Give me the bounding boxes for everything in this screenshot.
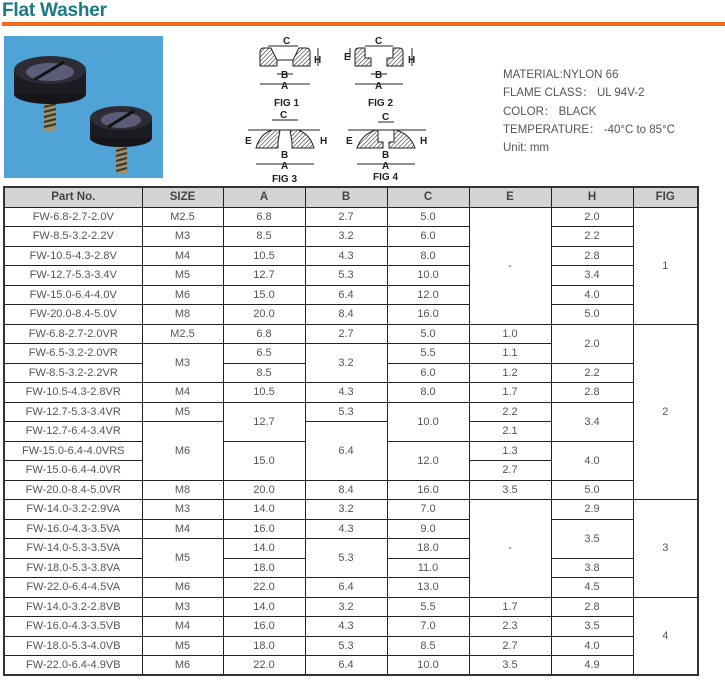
dim-h: 3.8 [551,558,633,578]
fig-1-drawing [260,36,321,92]
dim-c: 11.0 [387,558,469,578]
svg-text:A: A [375,81,383,92]
size: M4 [142,246,223,266]
svg-text:E: E [344,52,351,63]
dim-h: 2.8 [551,383,633,403]
dim-c: 6.0 [387,363,469,383]
dim-b: 3.2 [305,597,387,617]
col-header-fig: FIG [633,187,698,207]
part-no: FW-10.5-4.3-2.8V [4,246,142,266]
table-row [4,285,698,305]
part-no: FW-15.0-6.4-4.0V [4,285,142,305]
spec-material: MATERIAL:NYLON 66 [503,69,619,81]
svg-text:H: H [320,136,328,147]
dim-c: 10.0 [387,402,469,441]
size: M4 [142,383,223,403]
dim-c: 5.5 [387,597,469,617]
dim-h: 3.4 [551,402,633,441]
dim-e: 1.7 [469,383,551,403]
product-photo [4,36,163,178]
dim-a: 12.7 [223,266,305,286]
part-no: FW-8.5-3.2-2.2VR [4,363,142,383]
size: M3 [142,344,223,383]
dim-a: 22.0 [223,578,305,598]
svg-text:A: A [281,161,289,172]
dim-a: 20.0 [223,305,305,325]
dim-a: 6.5 [223,344,305,364]
dim-a: 8.5 [223,363,305,383]
table-row [4,636,698,656]
dim-h: 4.0 [551,636,633,656]
fig-2-label: FIG 2 [368,98,394,109]
size: M8 [142,480,223,500]
fig-number: 4 [633,597,698,675]
fig-4-drawing [346,112,427,172]
svg-text:B: B [375,70,383,81]
dim-b: 2.7 [305,324,387,344]
fig-3-label: FIG 3 [272,174,298,185]
dim-e: 1.1 [469,344,551,364]
dim-b: 4.3 [305,519,387,539]
size: M5 [142,266,223,286]
size: M3 [142,500,223,520]
dim-e: 2.7 [469,461,551,481]
spec-temperature: TEMPERATURE： -40°C to 85°C [503,123,675,136]
svg-text:E: E [245,136,252,147]
col-header-part-no: Part No. [4,187,142,207]
col-header-e: E [469,187,551,207]
dim-a: 18.0 [223,636,305,656]
dim-h: 3.5 [551,617,633,637]
part-no: FW-14.0-5.3-3.5VA [4,539,142,559]
dim-c: 7.0 [387,500,469,520]
spec-unit: Unit: mm [503,142,549,155]
fig-1-label: FIG 1 [274,98,300,109]
dim-e: - [469,207,551,324]
flat-washer-image [4,36,163,178]
part-no: FW-6.5-3.2-2.0VR [4,344,142,364]
col-header-c: C [387,187,469,207]
dim-a: 20.0 [223,480,305,500]
dim-h: 4.0 [551,285,633,305]
label-c: C [283,36,291,47]
dim-a: 14.0 [223,597,305,617]
dim-e: 1.2 [469,363,551,383]
part-no: FW-20.0-8.4-5.0VR [4,480,142,500]
svg-text:A: A [281,81,289,92]
part-no: FW-12.7-5.3-3.4VR [4,402,142,422]
dim-a: 6.8 [223,324,305,344]
table-row [4,402,698,422]
table-row [4,383,698,403]
dim-c: 16.0 [387,480,469,500]
part-no: FW-16.0-4.3-3.5VA [4,519,142,539]
dim-c: 5.0 [387,324,469,344]
size: M5 [142,636,223,656]
dim-c: 6.0 [387,227,469,247]
dim-b: 5.3 [305,402,387,422]
part-no: FW-14.0-3.2-2.8VB [4,597,142,617]
part-no: FW-18.0-5.3-4.0VB [4,636,142,656]
dim-a: 14.0 [223,500,305,520]
dim-a: 15.0 [223,441,305,480]
part-no: FW-20.0-8.4-5.0V [4,305,142,325]
dim-h: 4.0 [551,441,633,480]
dimension-diagram [240,30,440,185]
page-title: Flat Washer [2,0,107,21]
col-header-a: A [223,187,305,207]
table-row [4,266,698,286]
size: M6 [142,656,223,676]
part-no: FW-10.5-4.3-2.8VR [4,383,142,403]
dim-b: 4.3 [305,246,387,266]
dim-h: 3.4 [551,266,633,286]
dim-c: 12.0 [387,441,469,480]
dim-h: 5.0 [551,305,633,325]
dim-e: - [469,500,551,598]
dim-b: 6.4 [305,422,387,481]
svg-text:H: H [408,55,416,66]
dim-c: 13.0 [387,578,469,598]
dim-b: 5.3 [305,266,387,286]
dim-a: 18.0 [223,558,305,578]
dim-e: 1.3 [469,441,551,461]
dim-a: 12.7 [223,402,305,441]
dim-h: 4.5 [551,578,633,598]
dim-b: 8.4 [305,480,387,500]
dim-h: 2.8 [551,246,633,266]
dim-a: 16.0 [223,519,305,539]
size: M6 [142,285,223,305]
svg-text:H: H [420,136,428,147]
part-no: FW-8.5-3.2-2.2V [4,227,142,247]
dim-e: 1.0 [469,324,551,344]
dimension-figures [240,30,440,185]
dim-c: 10.0 [387,266,469,286]
svg-text:B: B [382,150,390,161]
dim-c: 12.0 [387,285,469,305]
dim-a: 22.0 [223,656,305,676]
dim-a: 10.5 [223,383,305,403]
dim-e: 2.3 [469,617,551,637]
part-no: FW-6.8-2.7-2.0VR [4,324,142,344]
title-divider [2,22,725,26]
table-row [4,227,698,247]
size: M6 [142,422,223,481]
dim-c: 18.0 [387,539,469,559]
fig-number: 3 [633,500,698,598]
dim-h: 2.0 [551,207,633,227]
material-specs [503,66,675,157]
dim-b: 8.4 [305,305,387,325]
part-no: FW-14.0-3.2-2.9VA [4,500,142,520]
dim-b: 6.4 [305,285,387,305]
table-row [4,656,698,676]
part-no: FW-12.7-6.4-3.4VR [4,422,142,442]
dim-b: 6.4 [305,578,387,598]
size: M5 [142,539,223,578]
dim-b: 3.2 [305,344,387,383]
dim-b: 6.4 [305,656,387,676]
part-no: FW-12.7-5.3-3.4V [4,266,142,286]
dim-e: 3.5 [469,480,551,500]
col-header-h: H [551,187,633,207]
size: M6 [142,578,223,598]
fig-number: 2 [633,324,698,500]
part-no: FW-15.0-6.4-4.0VR [4,461,142,481]
spec-flame-class: FLAME CLASS： UL 94V-2 [503,87,645,100]
size: M3 [142,227,223,247]
dim-c: 8.0 [387,246,469,266]
fig-3-drawing [245,110,327,172]
dim-h: 2.2 [551,227,633,247]
dim-e: 2.1 [469,422,551,442]
part-no: FW-22.0-6.4-4.5VA [4,578,142,598]
part-no: FW-16.0-4.3-3.5VB [4,617,142,637]
fig-4-label: FIG 4 [373,172,399,183]
part-no: FW-6.8-2.7-2.0V [4,207,142,227]
dim-c: 16.0 [387,305,469,325]
dim-h: 5.0 [551,480,633,500]
dim-c: 10.0 [387,656,469,676]
fig-2-drawing [344,36,415,92]
dim-h: 4.9 [551,656,633,676]
dim-c: 8.0 [387,383,469,403]
table-row [4,519,698,539]
dim-h: 3.5 [551,519,633,558]
dim-b: 3.2 [305,500,387,520]
dim-b: 5.3 [305,636,387,656]
size: M4 [142,617,223,637]
svg-text:H: H [314,55,322,66]
dim-e: 2.2 [469,402,551,422]
table-header-row [4,187,698,207]
dim-b: 5.3 [305,539,387,578]
dim-b: 4.3 [305,383,387,403]
dim-a: 10.5 [223,246,305,266]
col-header-b: B [305,187,387,207]
table-row [4,578,698,598]
size: M5 [142,402,223,422]
table-row [4,597,698,617]
dim-e: 2.7 [469,636,551,656]
part-no: FW-22.0-6.4-4.9VB [4,656,142,676]
dim-e: 1.7 [469,597,551,617]
dim-e: 3.5 [469,656,551,676]
dim-h: 2.8 [551,597,633,617]
table-row [4,617,698,637]
size: M2.5 [142,207,223,227]
spec-color: COLOR： BLACK [503,105,597,118]
dim-b: 3.2 [305,227,387,247]
table-row [4,500,698,520]
size: M8 [142,305,223,325]
dim-c: 9.0 [387,519,469,539]
dim-c: 8.5 [387,636,469,656]
svg-text:A: A [382,161,390,172]
dim-h: 2.9 [551,500,633,520]
dim-a: 8.5 [223,227,305,247]
dim-h: 2.0 [551,324,633,363]
size: M3 [142,597,223,617]
table-row [4,305,698,325]
col-header-size: SIZE [142,187,223,207]
part-no: FW-18.0-5.3-3.8VA [4,558,142,578]
svg-text:B: B [281,70,289,81]
dim-b: 4.3 [305,617,387,637]
svg-text:C: C [280,110,288,121]
dim-b: 2.7 [305,207,387,227]
svg-text:E: E [346,136,353,147]
table-row [4,246,698,266]
size: M2.5 [142,324,223,344]
size: M4 [142,519,223,539]
dim-a: 15.0 [223,285,305,305]
dim-c: 5.5 [387,344,469,364]
svg-text:B: B [281,150,289,161]
dim-a: 16.0 [223,617,305,637]
fig-number: 1 [633,207,698,324]
dim-a: 6.8 [223,207,305,227]
table-row [4,324,698,344]
dim-c: 5.0 [387,207,469,227]
part-no: FW-15.0-6.4-4.0VRS [4,441,142,461]
table-row [4,207,698,227]
svg-text:C: C [375,36,383,47]
svg-text:C: C [382,112,390,123]
washer-spec-table [3,186,699,676]
dim-c: 7.0 [387,617,469,637]
table-row [4,480,698,500]
dim-a: 14.0 [223,539,305,559]
dim-h: 2.2 [551,363,633,383]
